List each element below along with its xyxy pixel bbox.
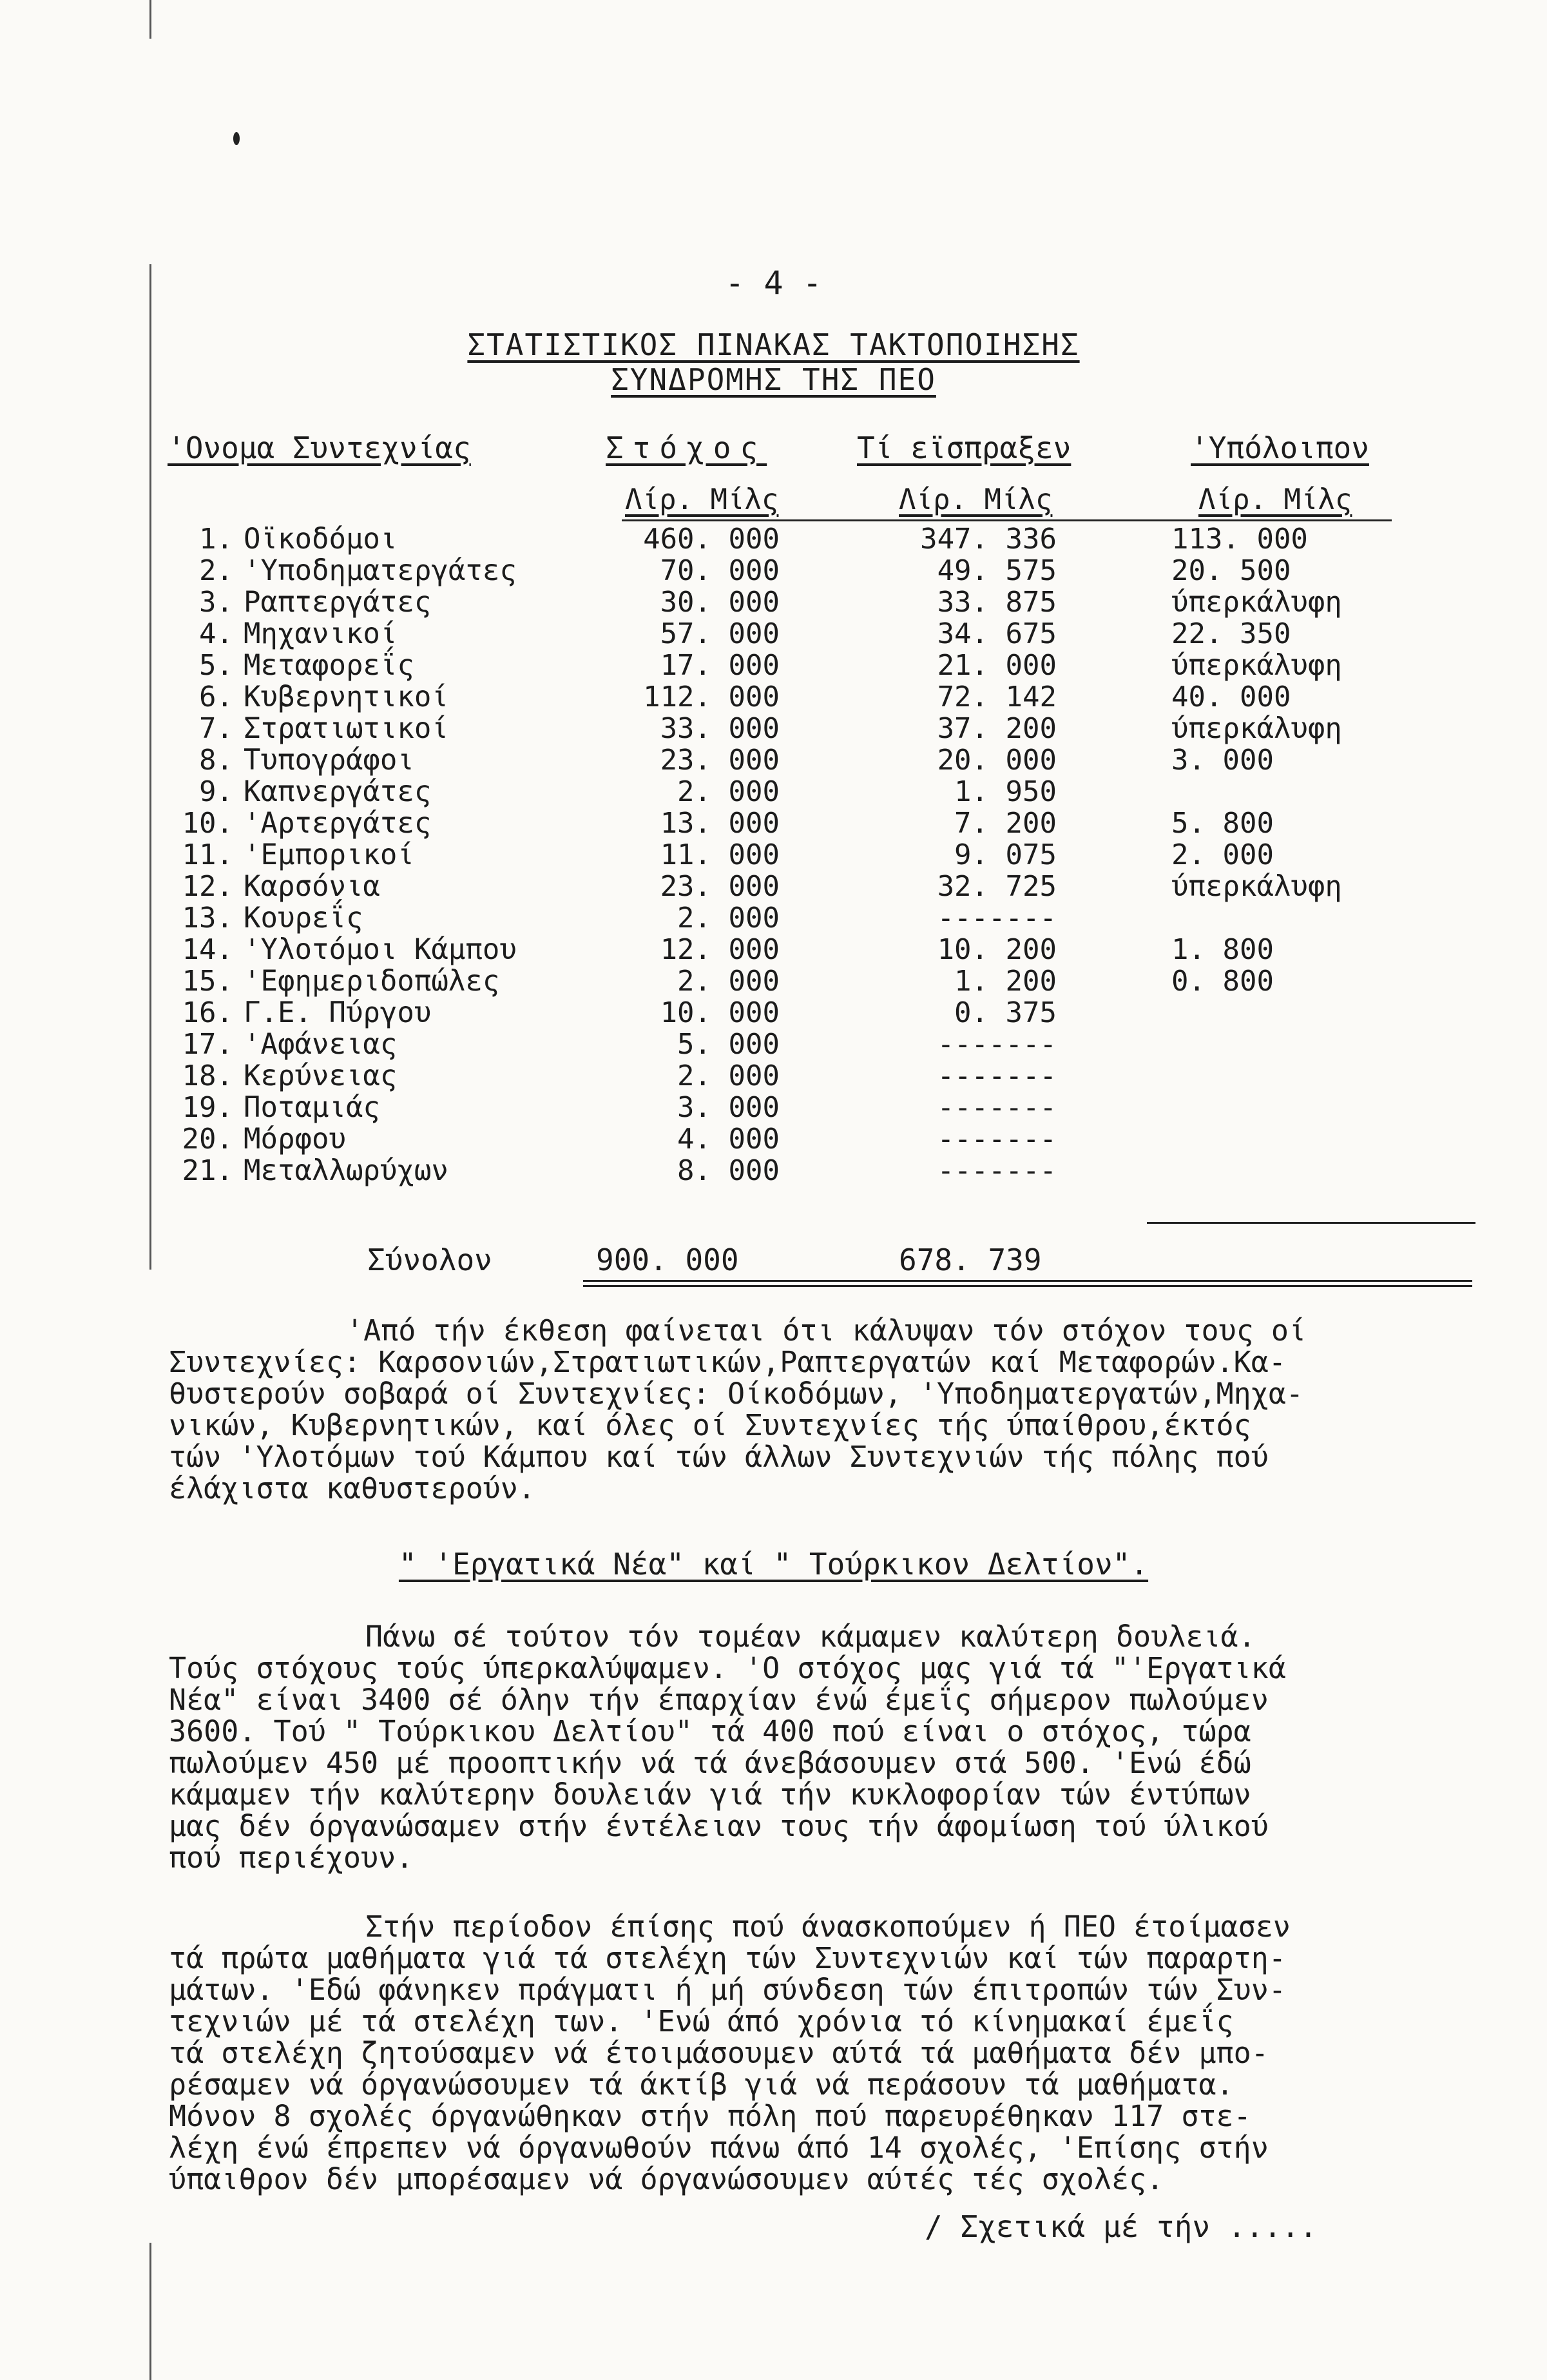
row-number: 4. [199, 617, 233, 650]
unit-label-balance: Λίρ. Μίλς [1198, 483, 1352, 516]
header-rule [622, 519, 1392, 521]
table-row [0, 618, 1547, 650]
table-row [0, 586, 1547, 618]
column-header-target: Στόχος [606, 431, 767, 465]
table-row [0, 1123, 1547, 1155]
row-target: 10. 000 [660, 996, 780, 1029]
row-target: 4. 000 [677, 1123, 780, 1156]
row-union-name: Καπνεργάτες [244, 775, 432, 808]
row-union-name: Στρατιωτικοί [244, 712, 448, 745]
unit-label-target: Λίρ. Μίλς [625, 483, 779, 516]
row-collected: ------- [937, 902, 1057, 934]
row-target: 460. 000 [643, 523, 780, 556]
table-row [0, 1060, 1547, 1092]
row-collected: ------- [937, 1154, 1057, 1187]
row-target: 30. 000 [660, 586, 780, 619]
row-collected: 37. 200 [937, 712, 1057, 745]
row-union-name: 'Εφημεριδοπώλες [244, 965, 500, 998]
row-collected: 9. 075 [954, 838, 1057, 871]
row-union-name: Μεταφορεΐς [244, 649, 414, 682]
row-balance: 20. 500 [1171, 554, 1291, 587]
paragraph-newspapers: Πάνω σέ τούτον τόν τομέαν κάμαμεν καλύτερη δουλειά. Τούς στόχους τούς ύπερκαλύψαμεν. 'Ο στόχος μας γιά τά "'Εργατικά Νέα" είναι 3400 σέ όλην τήν έπαρχίαν ένώ έμεΐς σήμερον πωλούμεν 3600. Τού " Τούρκικου Δελτίου" τά 400 πού είναι ο στόχος, τώρα πωλούμεν 450 μέ προοπτικήν νά τά άνεβάσουμεν στά 500. 'Ενώ έδώ κάμαμεν τήν καλύτερην δουλειάν γιά τήν κυκλοφορίαν τών έντύπων μας δέν όργανώσαμεν στήν έντέλειαν τους τήν άφομίωση τού ύλικού πού περιέχουν. [169, 1620, 1286, 1875]
row-collected: 32. 725 [937, 870, 1057, 903]
row-union-name: Γ.Ε. Πύργου [244, 996, 432, 1029]
double-rule-top [583, 1280, 1472, 1282]
total-collected: 678. 739 [899, 1243, 1042, 1277]
row-collected: 20. 000 [937, 744, 1057, 777]
row-number: 15. [182, 965, 233, 998]
row-number: 13. [182, 902, 233, 934]
table-row [0, 681, 1547, 713]
row-number: 21. [182, 1154, 233, 1187]
row-number: 16. [182, 996, 233, 1029]
row-balance: 2. 000 [1171, 838, 1274, 871]
row-number: 17. [182, 1028, 233, 1061]
statistics-table [0, 523, 1547, 1186]
table-row [0, 555, 1547, 586]
row-union-name: Μηχανικοί [244, 617, 398, 650]
row-target: 11. 000 [660, 838, 780, 871]
row-union-name: 'Εμπορικοί [244, 838, 414, 871]
table-row [0, 902, 1547, 934]
section-heading-newspapers: " 'Εργατικά Νέα" καί " Τούρκικον Δελτίον". [398, 1547, 1149, 1582]
row-target: 2. 000 [677, 965, 780, 998]
table-subtitle: ΣΥΝΔΡΟΜΗΣ ΤΗΣ ΠΕΟ [611, 362, 936, 397]
column-header-collected: Τί εϊσπραξεν [857, 431, 1071, 465]
row-union-name: Ραπτεργάτες [244, 586, 432, 619]
row-target: 23. 000 [660, 744, 780, 777]
table-row [0, 808, 1547, 839]
row-target: 57. 000 [660, 617, 780, 650]
row-balance: 113. 000 [1171, 523, 1308, 556]
row-target: 2. 000 [677, 902, 780, 934]
row-collected: ------- [937, 1091, 1057, 1124]
row-number: 10. [182, 807, 233, 840]
row-target: 33. 000 [660, 712, 780, 745]
row-union-name: Καρσόνια [244, 870, 380, 903]
row-balance: 0. 800 [1171, 965, 1274, 998]
table-row [0, 1155, 1547, 1186]
row-union-name: 'Υλοτόμοι Κάμπου [244, 933, 517, 966]
total-target: 900. 000 [596, 1243, 739, 1277]
row-number: 18. [182, 1059, 233, 1092]
row-collected: 33. 875 [937, 586, 1057, 619]
table-row [0, 871, 1547, 902]
paragraph-training: Στήν περίοδον έπίσης πού άνασκοπούμεν ή ΠΕΟ έτοίμασεν τά πρώτα μαθήματα γιά τά στελέχη τών Συντεχνιών καί τών παραρτη- μάτων. 'Εδώ φάνηκεν πράγματι ή μή σύνδεση τών έπιτροπών τών Συν- τεχνιών μέ τά στελέχη των. 'Ενώ άπό χρόνια τό κίνημακαί έμεΐς τά στελέχη ζητούσαμεν νά έτοιμάσουμεν αύτά τά μαθήματα δέν μπο- ρέσαμεν νά όργανώσουμεν τά άκτίβ γιά νά περάσουν τά μαθήματα. Μόνον 8 σχολές όργανώθηκαν στήν πόλη πού παρευρέθηκαν 117 στε- λέχη ένώ έπρεπεν νά όργανωθούν πάνω άπό 14 σχολές, 'Επίσης στήν ύπαιθρον δέν μπορέσαμεν νά όργανώσουμεν αύτές τές σχολές. [169, 1910, 1291, 2196]
table-row [0, 839, 1547, 871]
table-row [0, 650, 1547, 681]
row-target: 17. 000 [660, 649, 780, 682]
row-collected: ------- [937, 1028, 1057, 1061]
column-header-balance: 'Υπόλοιπον [1191, 431, 1369, 465]
row-collected: 7. 200 [954, 807, 1057, 840]
row-collected: ------- [937, 1123, 1057, 1156]
row-balance: 5. 800 [1171, 807, 1274, 840]
paragraph-coverage: 'Από τήν έκθεση φαίνεται ότι κάλυψαν τόν στόχον τους οί Συντεχνίες: Καρσονιών,Στρατιωτικών,Ραπτεργατών καί Μεταφορών.Κα- θυστερούν σοβαρά οί Συντεχνίες: Οίκοδόμων, 'Υποδηματεργατών,Μηχα- νικών, Κυβερνητικών, καί όλες οί Συντεχνίες τής ύπαίθρου,έκτός τών 'Υλοτόμων τού Κάμπου καί τών άλλων Συντεχνιών τής πόλης πού έλάχιστα καθυστερούν. [169, 1313, 1307, 1505]
row-collected: 0. 375 [954, 996, 1057, 1029]
double-rule-bottom [583, 1285, 1472, 1287]
table-row [0, 744, 1547, 776]
total-label: Σύνολον [367, 1243, 492, 1277]
row-target: 3. 000 [677, 1091, 780, 1124]
unit-label-collected: Λίρ. Μίλς [899, 483, 1053, 516]
row-union-name: 'Υποδηματεργάτες [244, 554, 517, 587]
row-number: 1. [199, 523, 233, 556]
row-target: 8. 000 [677, 1154, 780, 1187]
row-number: 8. [199, 744, 233, 777]
row-number: 6. [199, 681, 233, 713]
row-union-name: Οϊκοδόμοι [244, 523, 398, 556]
row-union-name: Κυβερνητικοί [244, 681, 448, 713]
row-balance: ύπερκάλυφη [1171, 649, 1342, 682]
row-target: 2. 000 [677, 1059, 780, 1092]
left-margin-line-bottom [149, 2243, 151, 2380]
table-row [0, 965, 1547, 997]
column-header-name: 'Ονομα Συντεχνίας [168, 431, 471, 465]
row-target: 2. 000 [677, 775, 780, 808]
row-balance: ύπερκάλυφη [1171, 586, 1342, 619]
row-target: 70. 000 [660, 554, 780, 587]
table-row [0, 713, 1547, 744]
row-collected: 1. 200 [954, 965, 1057, 998]
row-union-name: Μόρφου [244, 1123, 346, 1156]
row-union-name: Κερύνειας [244, 1059, 398, 1092]
table-row [0, 934, 1547, 965]
table-title: ΣΤΑΤΙΣΤΙΚΟΣ ΠΙΝΑΚΑΣ ΤΑΚΤΟΠΟΙΗΣΗΣ [467, 327, 1080, 362]
row-target: 112. 000 [643, 681, 780, 713]
row-number: 5. [199, 649, 233, 682]
table-row [0, 997, 1547, 1029]
row-target: 12. 000 [660, 933, 780, 966]
row-union-name: Κουρεΐς [244, 902, 363, 934]
table-row [0, 523, 1547, 555]
row-number: 9. [199, 775, 233, 808]
row-target: 13. 000 [660, 807, 780, 840]
row-collected: 49. 575 [937, 554, 1057, 587]
row-number: 7. [199, 712, 233, 745]
total-rule [1147, 1222, 1475, 1224]
row-collected: 34. 675 [937, 617, 1057, 650]
row-number: 19. [182, 1091, 233, 1124]
row-union-name: 'Αφάνειας [244, 1028, 398, 1061]
row-collected: ------- [937, 1059, 1057, 1092]
row-collected: 21. 000 [937, 649, 1057, 682]
row-collected: 72. 142 [937, 681, 1057, 713]
row-union-name: Τυπογράφοι [244, 744, 414, 777]
row-number: 12. [182, 870, 233, 903]
page-number: - 4 - [725, 264, 822, 302]
row-union-name: Μεταλλωρύχων [244, 1154, 448, 1187]
table-row [0, 1092, 1547, 1123]
ink-speck [233, 132, 240, 145]
row-balance: ύπερκάλυφη [1171, 712, 1342, 745]
row-number: 2. [199, 554, 233, 587]
row-number: 20. [182, 1123, 233, 1156]
row-balance: 22. 350 [1171, 617, 1291, 650]
row-union-name: 'Αρτεργάτες [244, 807, 432, 840]
table-row [0, 776, 1547, 808]
row-union-name: Ποταμιάς [244, 1091, 380, 1124]
left-margin-mark [149, 0, 151, 39]
row-balance: 1. 800 [1171, 933, 1274, 966]
table-row [0, 1029, 1547, 1060]
row-collected: 1. 950 [954, 775, 1057, 808]
row-collected: 10. 200 [937, 933, 1057, 966]
row-collected: 347. 336 [920, 523, 1057, 556]
row-balance: ύπερκάλυφη [1171, 870, 1342, 903]
row-balance: 40. 000 [1171, 681, 1291, 713]
row-target: 23. 000 [660, 870, 780, 903]
continuation-note: / Σχετικά μέ τήν ..... [925, 2209, 1318, 2244]
row-balance: 3. 000 [1171, 744, 1274, 777]
row-number: 14. [182, 933, 233, 966]
row-target: 5. 000 [677, 1028, 780, 1061]
row-number: 3. [199, 586, 233, 619]
row-number: 11. [182, 838, 233, 871]
